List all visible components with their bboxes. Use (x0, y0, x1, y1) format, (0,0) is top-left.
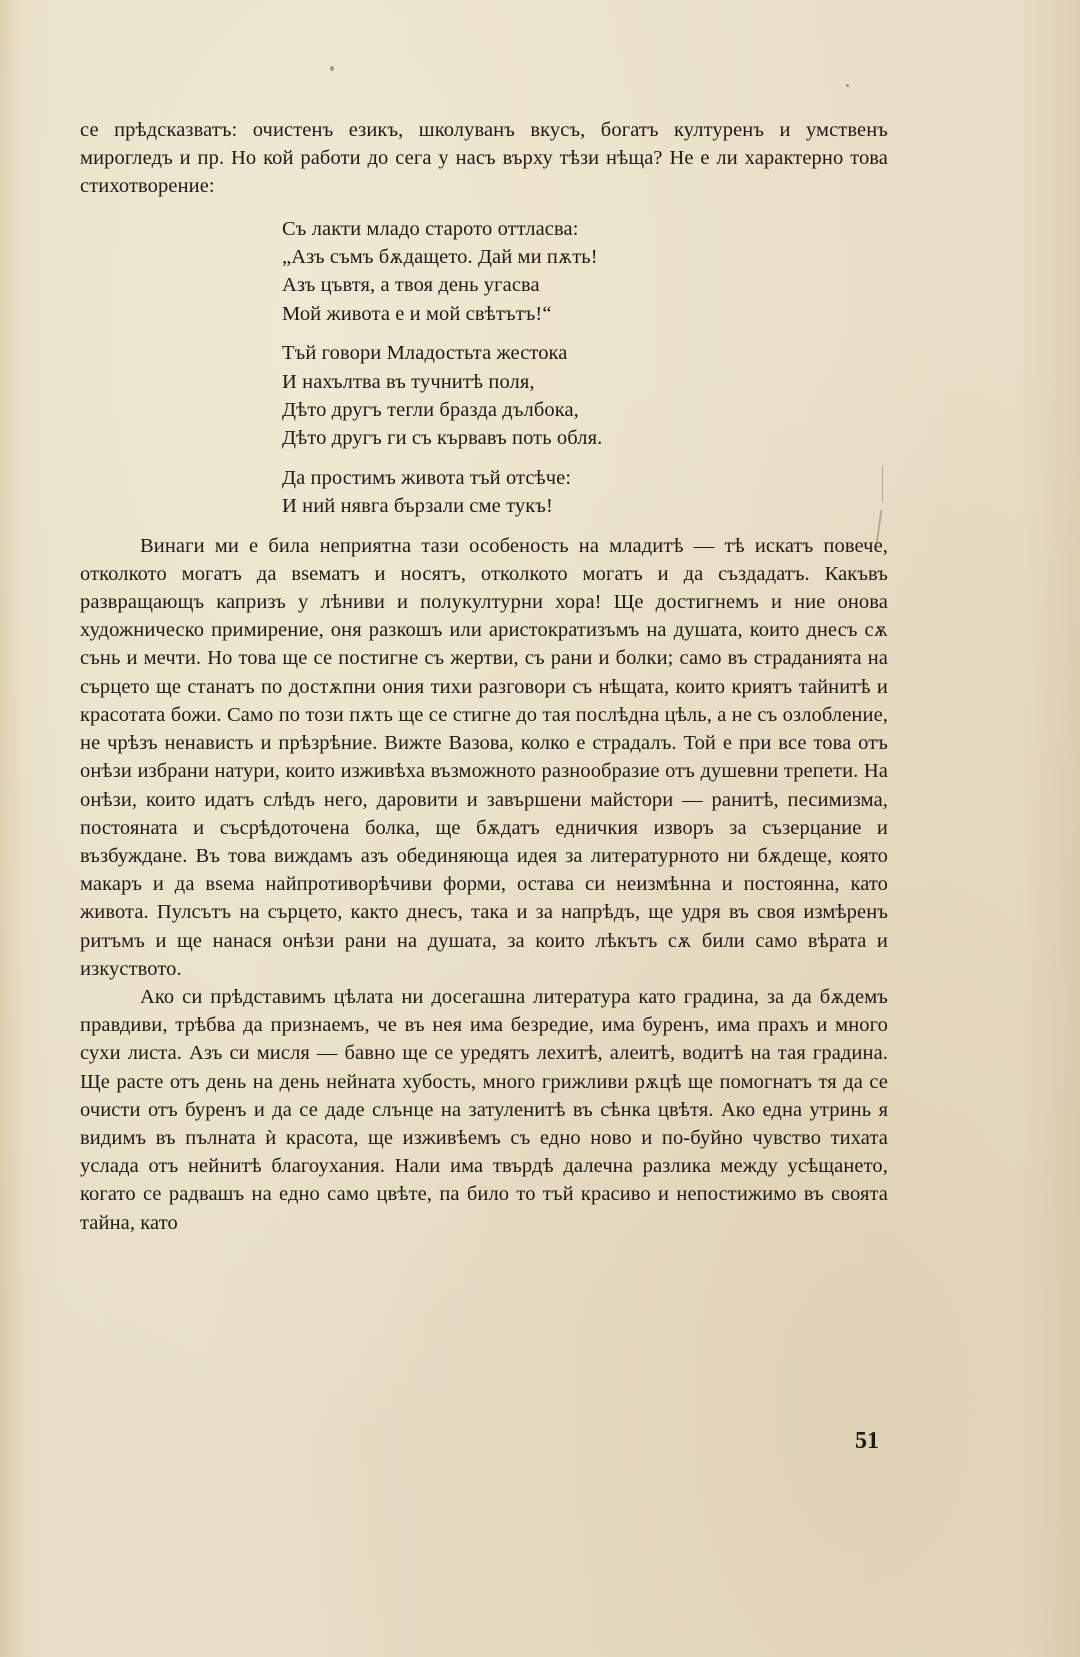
poem-line: Азъ цъвтя, а твоя день угасва (282, 274, 540, 297)
poem-line: Да простимъ живота тъй отсѣче: (282, 466, 572, 489)
page-number: 51 (855, 1428, 879, 1454)
poem-line: Мой живота е и мой свѣтътъ!“ (282, 302, 552, 325)
body-paragraph-2: Ако си прѣдставимъ цѣлата ни досегашна литература като градина, за да бѫдемъ правдиви, трѣбва да признаемъ, че въ нея има безредие, има буренъ, има прахъ и много сухи листа. Азъ си мисля — бавно ще се уредятъ лехитѣ, алеитѣ, водитѣ на тая градина. Ще расте отъ день на день нейната хубость, много грижливи рѫцѣ ще помогнатъ тя да се очисти отъ буренъ и да се даде слънце на затуленитѣ въ сѣнка цвѣтя. Ако една утринь я видимъ въ пълната ѝ красота, ще изживѣемъ съ едно ново и по-буйно чувство тихата услада отъ нейнитѣ благоухания. Нали има твърдѣ далечна разлика между усѣщането, когато се радвашъ на едно само цвѣте, па било то тъй красиво и непостижимо въ своята тайна, като (80, 985, 888, 1234)
page-body (80, 116, 888, 1237)
poem-line: Дѣто другъ тегли бразда дълбока, (282, 399, 579, 422)
poem (282, 215, 888, 521)
poem-line: Тъй говори Младостьта жестока (282, 342, 568, 365)
poem-stanza-1 (282, 215, 888, 329)
body-paragraph-1: Винаги ми е била неприятна тази особеность на младитѣ — тѣ искатъ повече, отколкото могатъ да вѕематъ и носятъ, отколкото могатъ и да създадатъ. Какъвъ развращающъ капризъ у лѣниви и полукултурни хора! Ще достигнемъ и ние онова художническо примирение, оня разкошъ или аристократизъмъ на душата, които днесъ сѫ сънь и мечти. Но това ще се постигне съ жертви, съ рани и болки; само въ страданията на сърцето ще станатъ по достѫпни ония тихи разговори съ нѣщата, които криятъ тайнитѣ и красотата божи. Само по този пѫть ще се стигне до тая послѣдна цѣль, а не съ озлобление, не чрѣзъ ненависть и прѣзрѣние. Вижте Вазова, колко е страдалъ. Той е при все това отъ онѣзи избрани натури, които изживѣха възможното разнообразие отъ душевни трепети. На онѣзи, които идатъ слѣдъ него, даровити и завършени майстори — ранитѣ, песимизма, постояната и съсрѣдоточена болка, ще бѫдатъ едничкия изворъ за съзерцание и възбуждане. Въ това виждамъ азъ обединяюща идея за литературното ни бѫдеще, която макаръ и да вѕема найпротиворѣчиви форми, остава си неизмѣнна и постоянна, като живота. Пулсътъ на сърцето, както днесъ, така и за напрѣдъ, ще удря въ своя измѣренъ ритъмъ и ще нанася онѣзи рани на душата, за които лѣкътъ сѫ били само вѣрата и изкуството. (80, 534, 888, 980)
poem-line: И ний нявга бързали сме тукъ! (282, 495, 553, 518)
poem-line: „Азъ съмъ бѫдащето. Дай ми пѫть! (282, 246, 598, 269)
poem-line: Съ лакти младо старото оттласва: (282, 217, 579, 240)
poem-stanza-2 (282, 339, 888, 453)
poem-line: Дѣто другъ ги съ кървавъ поть обля. (282, 427, 603, 450)
paper-speck (846, 84, 849, 87)
poem-line: И нахълтва въ тучнитѣ поля, (282, 370, 535, 393)
poem-stanza-3 (282, 464, 888, 521)
paper-speck (330, 66, 334, 71)
intro-paragraph: се прѣдсказватъ: очистенъ езикъ, школуванъ вкусъ, богатъ културенъ и умственъ мирогледъ и пр. Но кой работи до сега у насъ върху тѣзи нѣща? Не е ли характерно това стихотворение: (80, 119, 888, 198)
